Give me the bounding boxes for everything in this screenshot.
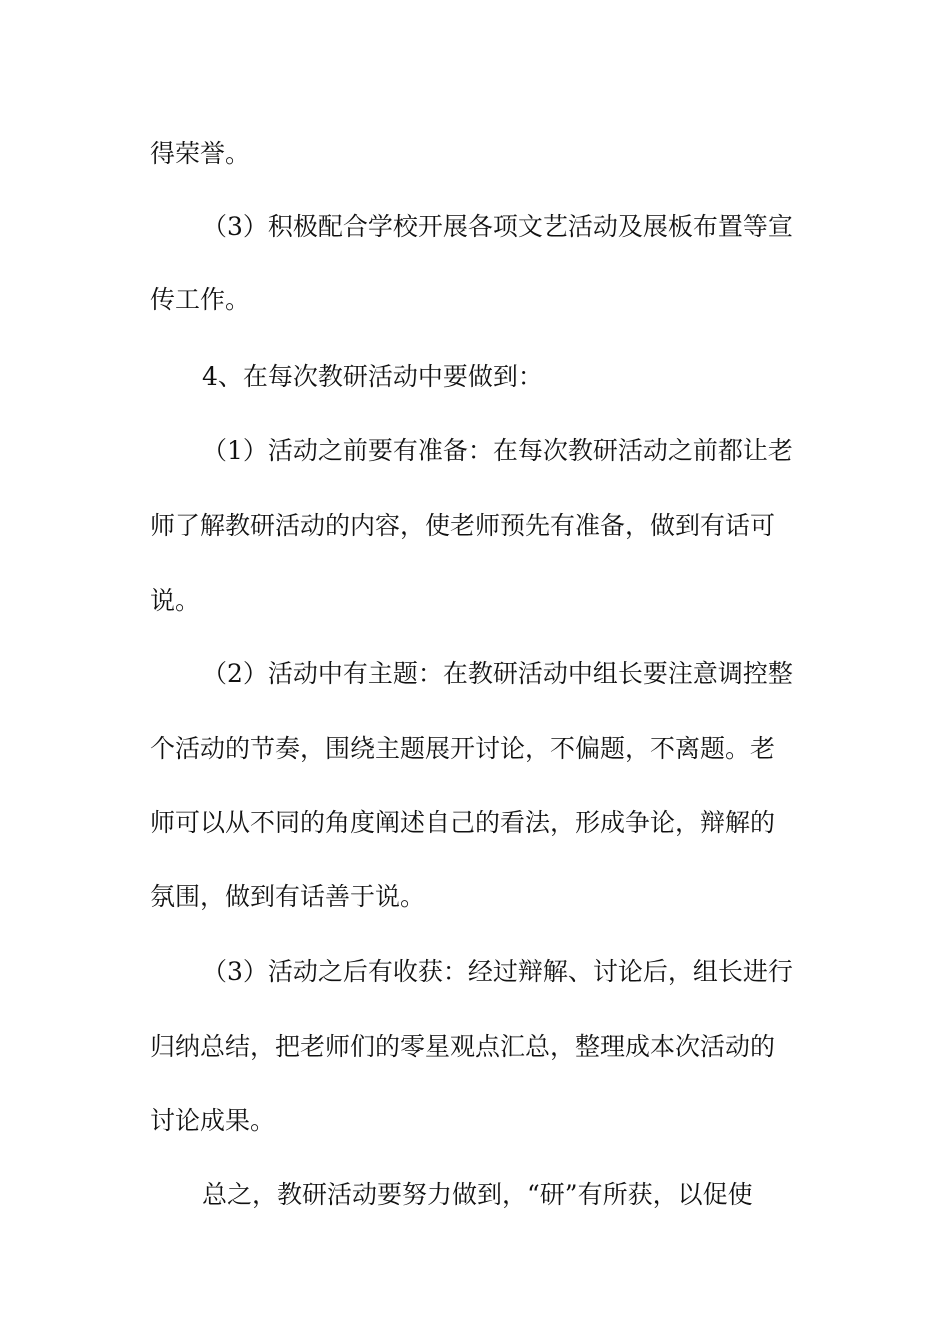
text-line: 氛围，做到有话善于说。 [150, 882, 426, 911]
text-line: 传工作。 [150, 285, 251, 314]
text-line: （2）活动中有主题：在教研活动中组长要注意调控整 [202, 659, 793, 688]
text-line: （1）活动之前要有准备：在每次教研活动之前都让老 [202, 436, 793, 465]
text-line: 归纳总结，把老师们的零星观点汇总，整理成本次活动的 [150, 1032, 776, 1061]
text-line: 说。 [150, 586, 201, 615]
text-line: 总之，教研活动要努力做到，“研”有所获，以促使 [202, 1180, 753, 1209]
text-line: （3）活动之后有收获：经过辩解、讨论后，组长进行 [202, 957, 793, 986]
text-line: 讨论成果。 [150, 1106, 276, 1135]
text-line: 师可以从不同的角度阐述自己的看法，形成争论，辩解的 [150, 808, 776, 837]
text-line: 4、在每次教研活动中要做到： [202, 362, 543, 391]
text-line: 师了解教研活动的内容，使老师预先有准备，做到有话可 [150, 511, 776, 540]
text-line: 个活动的节奏，围绕主题展开讨论，不偏题，不离题。老 [150, 734, 776, 763]
text-line: 得荣誉。 [150, 139, 251, 168]
text-line: （3）积极配合学校开展各项文艺活动及展板布置等宣 [202, 212, 793, 241]
